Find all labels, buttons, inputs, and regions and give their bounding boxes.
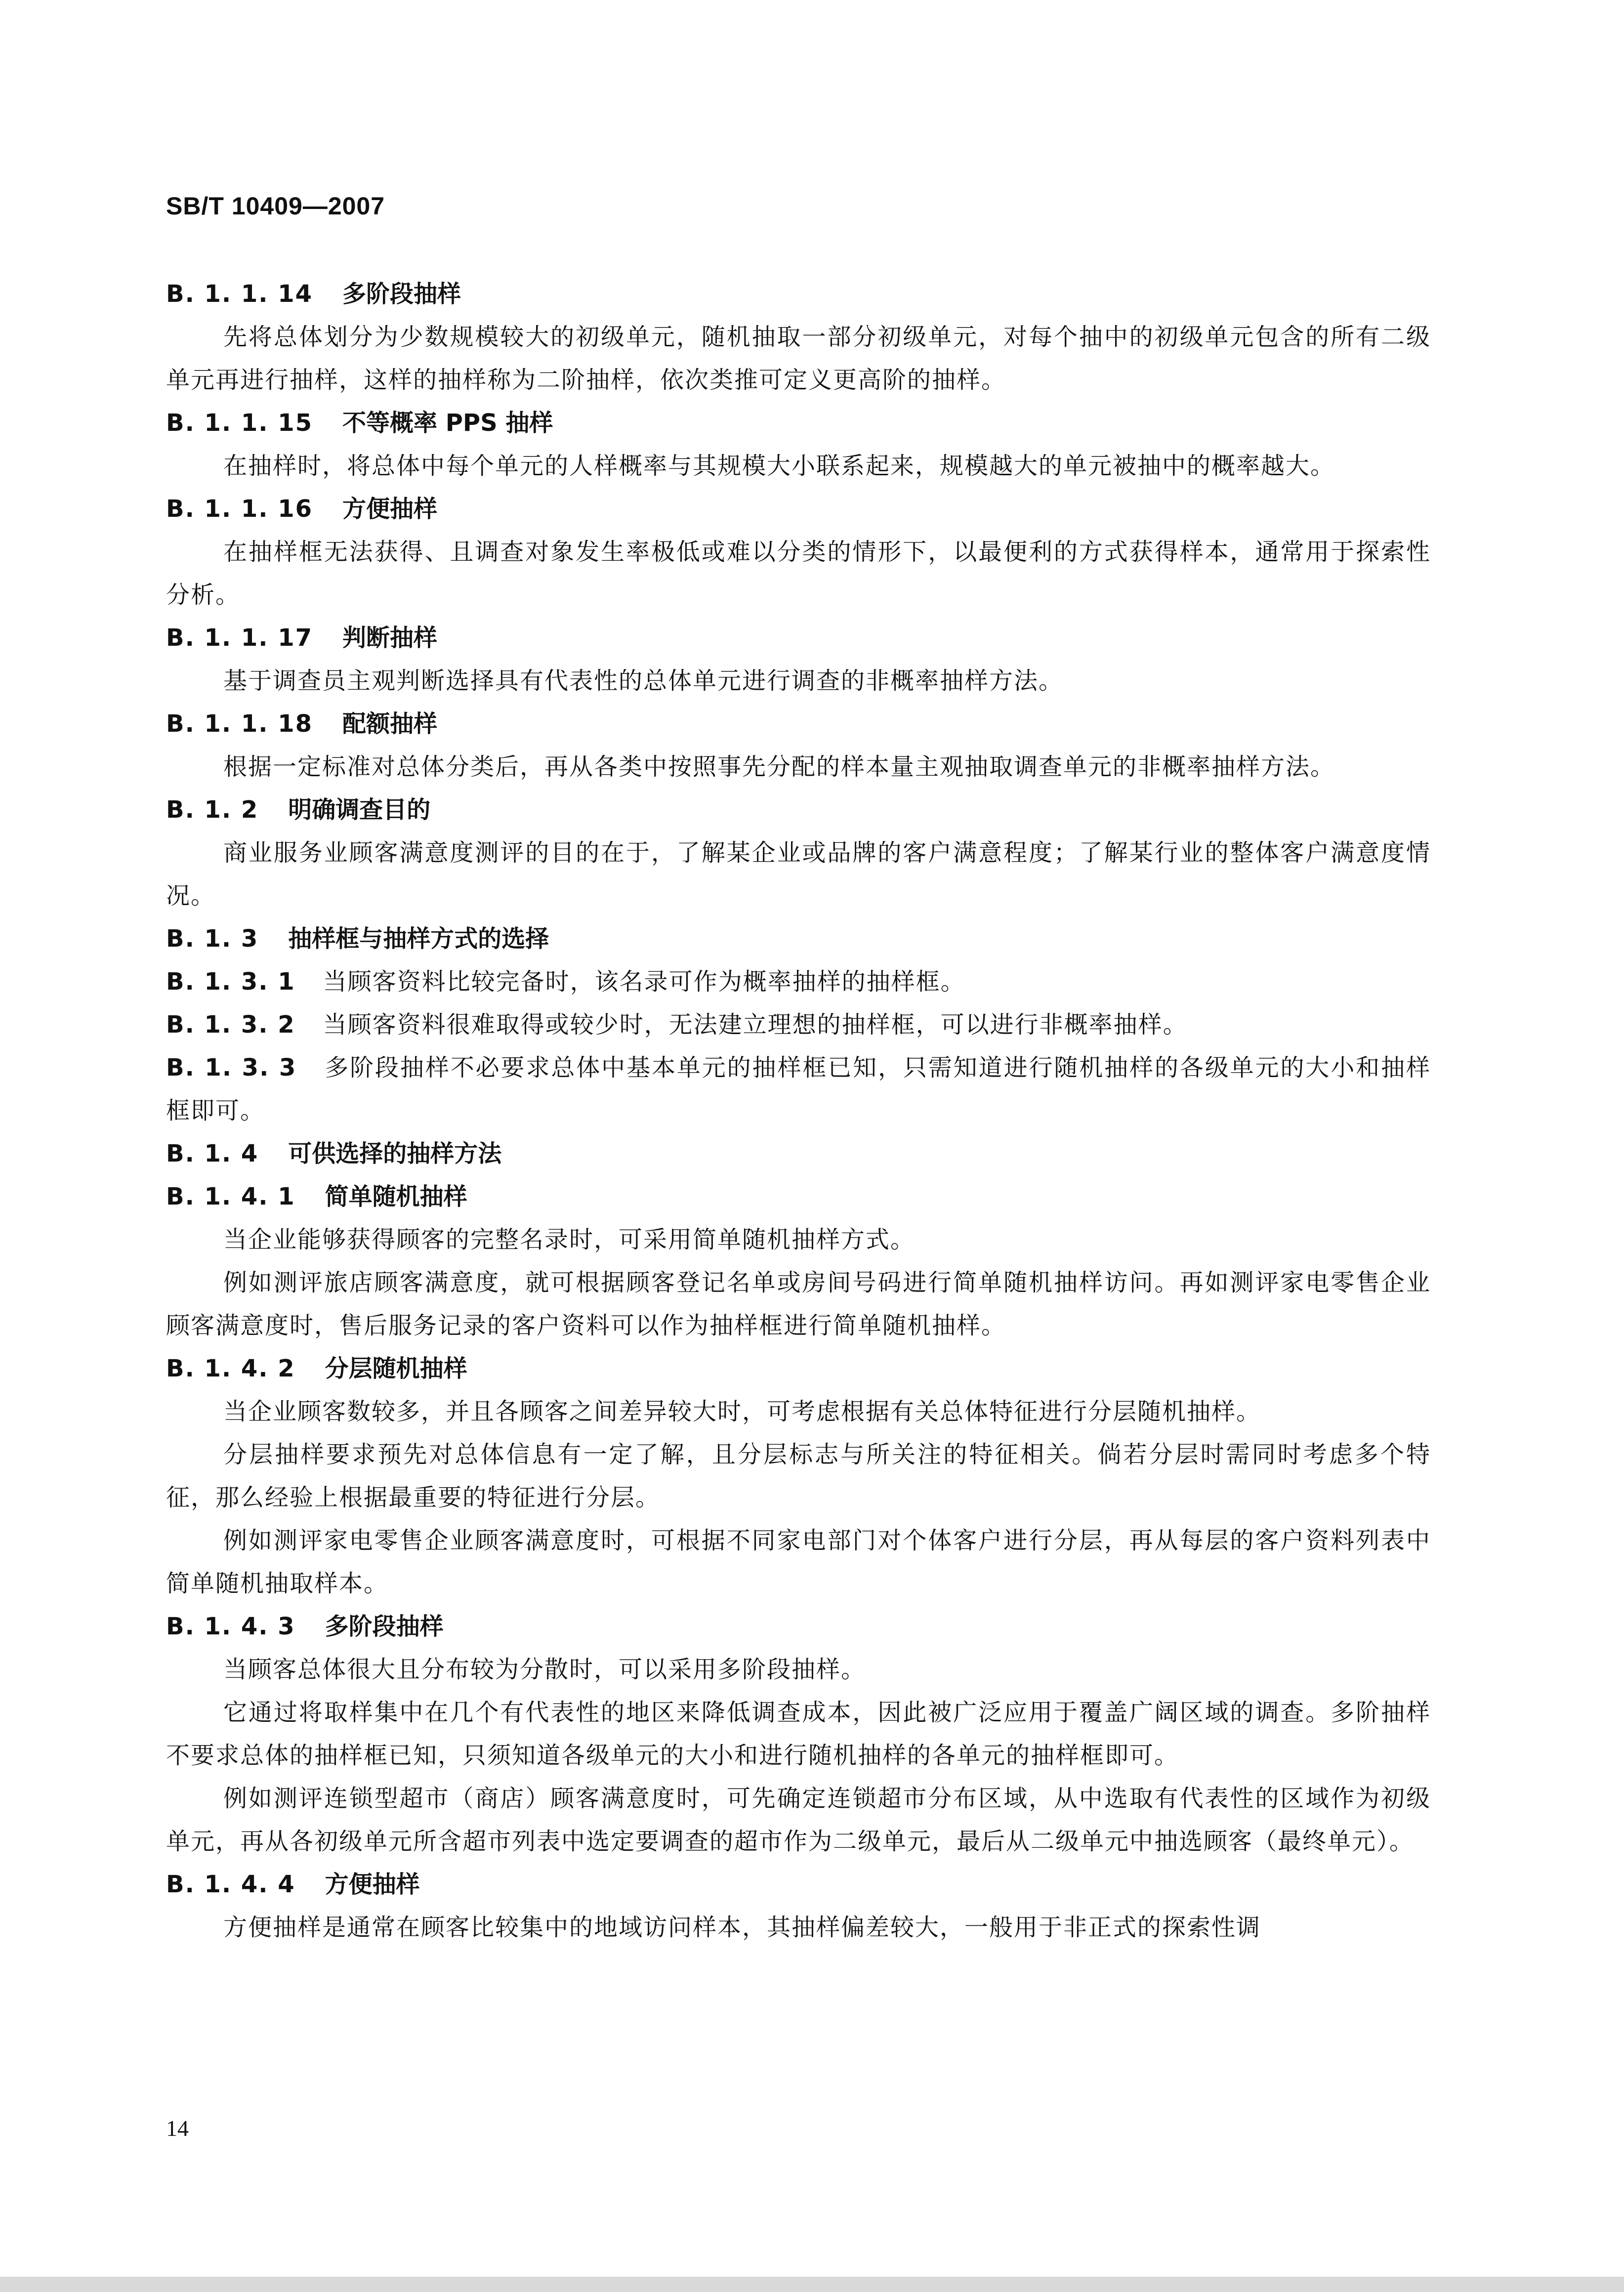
paragraph: 基于调查员主观判断选择具有代表性的总体单元进行调查的非概率抽样方法。	[223, 667, 1064, 695]
section-number: B. 1. 4. 4	[166, 1871, 295, 1898]
section-title: 抽样框与抽样方式的选择	[288, 925, 549, 953]
paragraph: 分层抽样要求预先对总体信息有一定了解，且分层标志与所关注的特征相关。倘若分层时需同时考虑多个特征，那么经验上根据最重要的特征进行分层。	[166, 1441, 1431, 1511]
section-title: 分层随机抽样	[325, 1355, 467, 1382]
section-number: B. 1. 4	[166, 1140, 259, 1167]
section-heading	[166, 789, 1431, 832]
section-title: 多阶段抽样	[342, 280, 461, 308]
section-number: B. 1. 4. 3	[166, 1613, 295, 1640]
paragraph: 例如测评连锁型超市（商店）顾客满意度时，可先确定连锁超市分布区域，从中选取有代表性的区域作为初级单元，再从各初级单元所含超市列表中选定要调查的超市作为二级单元，最后从二级单元中抽选顾客（最终单元）。	[166, 1785, 1431, 1855]
clause-text: 当顾客资料很难取得或较少时，无法建立理想的抽样框，可以进行非概率抽样。	[323, 1011, 1188, 1039]
section-title: 简单随机抽样	[325, 1183, 467, 1210]
page-content	[166, 273, 1431, 1949]
paragraph: 方便抽样是通常在顾客比较集中的地域访问样本，其抽样偏差较大，一般用于非正式的探索性调	[223, 1914, 1261, 1941]
section-title: 可供选择的抽样方法	[288, 1140, 502, 1167]
clause-number: B. 1. 3. 1	[166, 968, 295, 996]
section-number: B. 1. 4. 2	[166, 1355, 295, 1382]
paragraph: 例如测评家电零售企业顾客满意度时，可根据不同家电部门对个体客户进行分层，再从每层的客户资料列表中简单随机抽取样本。	[166, 1527, 1431, 1597]
section-heading	[166, 917, 1431, 960]
section-number: B. 1. 1. 16	[166, 495, 313, 523]
clause-number: B. 1. 3. 2	[166, 1011, 295, 1039]
paragraph: 它通过将取样集中在几个有代表性的地区来降低调查成本，因此被广泛应用于覆盖广阔区域的调查。多阶抽样不要求总体的抽样框已知，只须知道各级单元的大小和进行随机抽样的各单元的抽样框即可。	[166, 1699, 1431, 1769]
section-heading	[166, 1863, 1431, 1906]
section-number: B. 1. 1. 14	[166, 280, 313, 308]
section-title: 方便抽样	[325, 1871, 420, 1898]
section-number: B. 1. 3	[166, 925, 259, 953]
section-heading	[166, 273, 1431, 316]
paragraph: 在抽样框无法获得、且调查对象发生率极低或难以分类的情形下，以最便利的方式获得样本，通常用于探索性分析。	[166, 538, 1431, 609]
section-heading	[166, 617, 1431, 660]
section-heading	[166, 1347, 1431, 1390]
section-number: B. 1. 4. 1	[166, 1183, 295, 1210]
section-number: B. 1. 1. 15	[166, 409, 313, 437]
clause-text: 当顾客资料比较完备时，该名录可作为概率抽样的抽样框。	[323, 968, 965, 996]
section-title: 判断抽样	[342, 624, 438, 652]
numbered-clause	[166, 1003, 1431, 1046]
section-heading	[166, 1132, 1431, 1175]
section-number: B. 1. 1. 17	[166, 624, 313, 652]
paragraph: 先将总体划分为少数规模较大的初级单元，随机抽取一部分初级单元，对每个抽中的初级单元包含的所有二级单元再进行抽样，这样的抽样称为二阶抽样，依次类推可定义更高阶的抽样。	[166, 323, 1431, 394]
section-heading	[166, 1175, 1431, 1218]
section-title: 不等概率 PPS 抽样	[342, 409, 553, 437]
section-title: 方便抽样	[342, 495, 438, 523]
paragraph: 当企业顾客数较多，并且各顾客之间差异较大时，可考虑根据有关总体特征进行分层随机抽样。	[223, 1398, 1261, 1425]
page-number: 14	[166, 2116, 189, 2141]
document-code: SB/T 10409—2007	[166, 192, 385, 220]
section-heading	[166, 703, 1431, 746]
section-title: 多阶段抽样	[325, 1613, 444, 1640]
paragraph: 例如测评旅店顾客满意度，就可根据顾客登记名单或房间号码进行简单随机抽样访问。再如测评家电零售企业顾客满意度时，售后服务记录的客户资料可以作为抽样框进行简单随机抽样。	[166, 1269, 1431, 1339]
clause-number: B. 1. 3. 3	[166, 1054, 297, 1082]
clause-text: 多阶段抽样不必要求总体中基本单元的抽样框已知，只需知道进行随机抽样的各级单元的大小和抽样框即可。	[166, 1054, 1431, 1125]
numbered-clause	[166, 960, 1431, 1003]
section-heading	[166, 488, 1431, 531]
section-heading	[166, 402, 1431, 445]
scan-bottom-band	[0, 2277, 1624, 2292]
numbered-clause	[166, 1046, 1431, 1132]
section-number: B. 1. 1. 18	[166, 710, 313, 738]
section-title: 配额抽样	[342, 710, 438, 738]
paragraph: 在抽样时，将总体中每个单元的人样概率与其规模大小联系起来，规模越大的单元被抽中的概率越大。	[223, 452, 1335, 480]
paragraph: 当顾客总体很大且分布较为分散时，可以采用多阶段抽样。	[223, 1656, 866, 1683]
paragraph: 当企业能够获得顾客的完整名录时，可采用简单随机抽样方式。	[223, 1226, 916, 1253]
paragraph: 根据一定标准对总体分类后，再从各类中按照事先分配的样本量主观抽取调查单元的非概率抽样方法。	[223, 753, 1335, 781]
section-heading	[166, 1605, 1431, 1648]
section-number: B. 1. 2	[166, 796, 259, 824]
paragraph: 商业服务业顾客满意度测评的目的在于，了解某企业或品牌的客户满意程度；了解某行业的整体客户满意度情况。	[166, 839, 1431, 910]
section-title: 明确调查目的	[288, 796, 431, 824]
